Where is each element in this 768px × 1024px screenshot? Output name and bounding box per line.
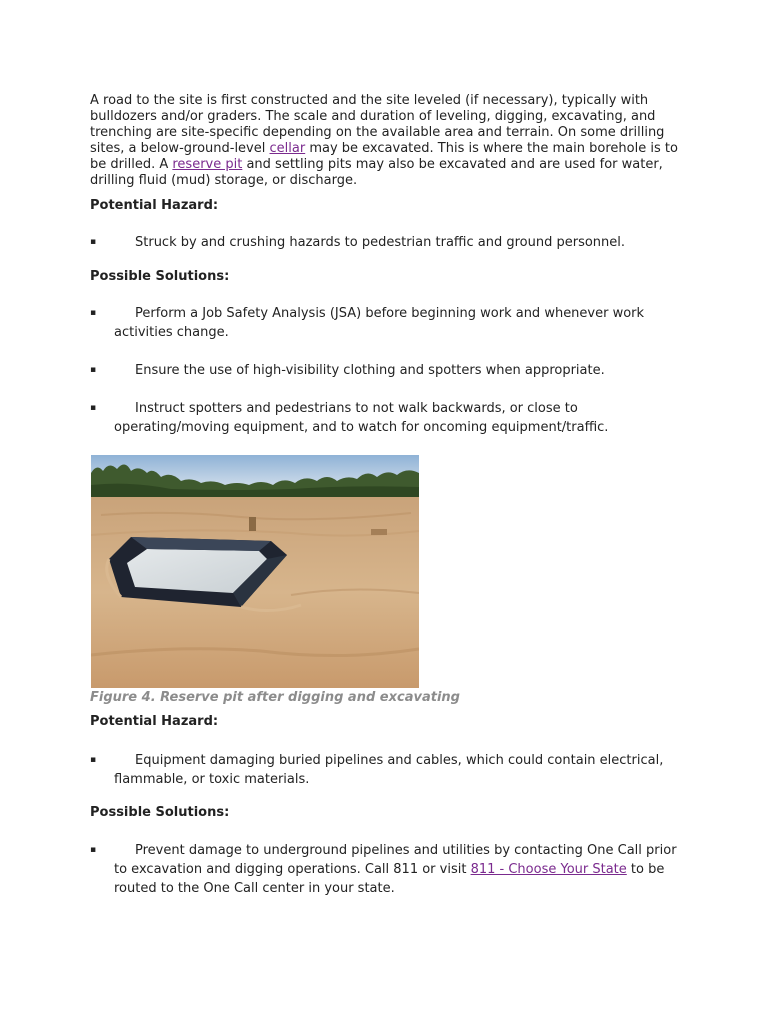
intro-text-1: A road to the site is first constructed and the site leveled (if necessary), typically with bulldozers and/or graders. The scale and duration of leveling, digging, excavating, and trenching are site-specific depending on the available area and terrain. On some drilling sites, a below-ground-level	[90, 93, 665, 156]
list-item	[90, 841, 690, 898]
reserve-pit-link[interactable]: reserve pit	[172, 157, 243, 172]
list-item	[90, 233, 690, 252]
bullet-icon: ▪	[90, 237, 97, 247]
bullet-icon: ▪	[90, 403, 97, 413]
solution-text: Instruct spotters and pedestrians to not walk backwards, or close to operating/moving equipment, and to watch for oncoming equipment/traffic.	[114, 401, 609, 435]
intro-text-3: and settling pits may also be excavated and are used for water, drilling fluid (mud) storage, or discharge.	[90, 157, 663, 188]
possible-solutions-heading: Possible Solutions:	[90, 805, 230, 820]
intro-paragraph	[90, 93, 680, 189]
hazard-text: Equipment damaging buried pipelines and cables, which could contain electrical, flammable, or toxic materials.	[114, 753, 664, 787]
solution-text-post: to be routed to the One Call center in your state.	[114, 862, 665, 896]
bullet-icon: ▪	[90, 308, 97, 318]
list-item	[90, 361, 690, 380]
solution-text	[114, 841, 690, 898]
bullet-icon: ▪	[90, 755, 97, 765]
bullet-icon: ▪	[90, 845, 97, 855]
potential-hazard-heading: Potential Hazard:	[90, 714, 219, 729]
potential-hazard-heading: Potential Hazard:	[90, 198, 219, 213]
solution-text: Perform a Job Safety Analysis (JSA) before beginning work and whenever work activities change.	[114, 306, 645, 340]
solution-text-pre: Prevent damage to underground pipelines and utilities by contacting One Call prior to excavation and digging operations. Call 811 or visit	[114, 843, 677, 877]
solution-text: Ensure the use of high-visibility clothing and spotters when appropriate.	[135, 363, 605, 378]
list-item	[90, 751, 690, 789]
figure-caption: Figure 4. Reserve pit after digging and excavating	[90, 690, 460, 705]
possible-solutions-heading: Possible Solutions:	[90, 269, 230, 284]
cellar-link[interactable]: cellar	[269, 141, 306, 156]
list-item	[90, 304, 690, 342]
reserve-pit-photo	[91, 455, 419, 688]
hazard-text: Struck by and crushing hazards to pedestrian traffic and ground personnel.	[135, 235, 626, 250]
bullet-icon: ▪	[90, 365, 97, 375]
choose-your-state-link[interactable]: 811 - Choose Your State	[470, 862, 627, 877]
list-item	[90, 399, 690, 437]
intro-text-2: may be excavated. This is where the main borehole is to be drilled. A	[90, 141, 678, 172]
